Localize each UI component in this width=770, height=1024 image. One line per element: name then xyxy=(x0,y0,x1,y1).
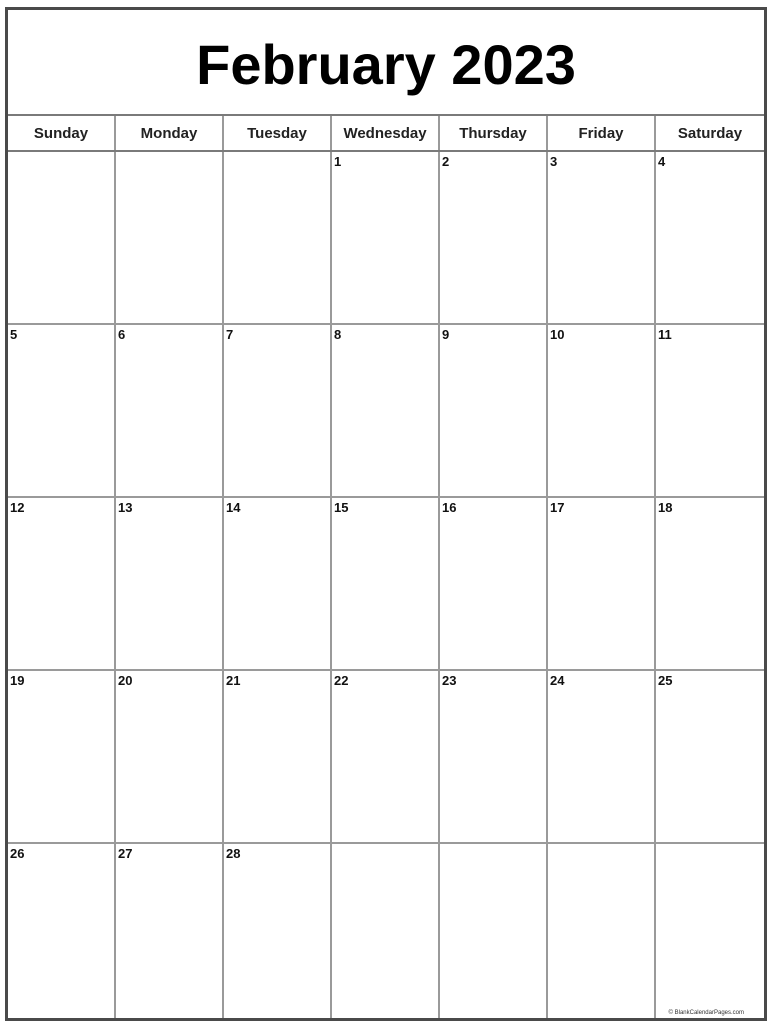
day-number: 14 xyxy=(226,500,241,515)
day-cell xyxy=(8,325,116,496)
day-number: 25 xyxy=(658,673,673,688)
weekday-wednesday: Wednesday xyxy=(332,116,440,150)
day-number: 5 xyxy=(10,327,18,342)
day-cell xyxy=(440,325,548,496)
day-number: 21 xyxy=(226,673,241,688)
day-cell xyxy=(656,152,764,323)
day-cell xyxy=(656,671,764,842)
calendar-title: February 2023 xyxy=(196,32,576,96)
week-row-5 xyxy=(8,844,764,1018)
day-cell xyxy=(656,325,764,496)
day-cell xyxy=(548,844,656,1018)
day-cell xyxy=(8,498,116,669)
day-cell xyxy=(224,498,332,669)
day-cell xyxy=(332,844,440,1018)
week-row-1 xyxy=(8,152,764,325)
calendar-page xyxy=(5,7,767,1021)
day-number: 12 xyxy=(10,500,25,515)
weekday-saturday: Saturday xyxy=(677,124,743,142)
day-cell xyxy=(224,844,332,1018)
weekday-tuesday: Tuesday xyxy=(224,116,332,150)
day-cell xyxy=(656,498,764,669)
week-row-2 xyxy=(8,325,764,498)
day-number: 11 xyxy=(658,327,672,342)
weekday-thursday: Thursday xyxy=(440,116,548,150)
day-cell xyxy=(548,325,656,496)
day-number: 9 xyxy=(442,327,450,342)
day-cell xyxy=(440,671,548,842)
weekday-header-row xyxy=(8,116,764,152)
week-row-4 xyxy=(8,671,764,844)
day-number: 19 xyxy=(10,673,25,688)
day-number: 7 xyxy=(226,327,234,342)
day-cell xyxy=(116,325,224,496)
day-number: 26 xyxy=(10,846,25,861)
weekday-monday: Monday xyxy=(116,116,224,150)
day-cell xyxy=(548,671,656,842)
day-cell xyxy=(440,152,548,323)
day-cell xyxy=(116,152,224,323)
day-number: 2 xyxy=(442,154,450,169)
day-number: 18 xyxy=(658,500,673,515)
day-number: 22 xyxy=(334,673,349,688)
day-cell xyxy=(224,671,332,842)
day-cell xyxy=(8,844,116,1018)
day-cell xyxy=(332,671,440,842)
day-cell xyxy=(116,844,224,1018)
day-cell xyxy=(548,152,656,323)
day-cell xyxy=(116,498,224,669)
day-cell xyxy=(440,844,548,1018)
day-number: 24 xyxy=(550,673,565,688)
week-row-3 xyxy=(8,498,764,671)
day-number: 17 xyxy=(550,500,565,515)
day-cell xyxy=(440,498,548,669)
day-number: 23 xyxy=(442,673,457,688)
weekday-sunday: Sunday xyxy=(8,116,116,150)
day-cell xyxy=(116,671,224,842)
day-number: 8 xyxy=(334,327,342,342)
day-number: 3 xyxy=(550,154,558,169)
day-cell xyxy=(332,152,440,323)
day-number: 16 xyxy=(442,500,457,515)
day-number: 20 xyxy=(118,673,133,688)
day-number: 27 xyxy=(118,846,133,861)
day-number: 1 xyxy=(334,154,342,169)
day-cell xyxy=(8,152,116,323)
day-cell xyxy=(8,671,116,842)
day-number: 13 xyxy=(118,500,133,515)
day-cell xyxy=(656,844,764,1018)
calendar-grid xyxy=(8,152,764,1018)
weekday-friday: Friday xyxy=(548,116,656,150)
day-cell xyxy=(548,498,656,669)
day-number: 6 xyxy=(118,327,126,342)
site-credit: © BlankCalendarPages.com xyxy=(668,1010,744,1016)
title-bar xyxy=(8,10,764,116)
day-cell xyxy=(224,325,332,496)
day-number: 15 xyxy=(334,500,349,515)
day-cell xyxy=(332,498,440,669)
day-number: 10 xyxy=(550,327,565,342)
day-cell xyxy=(332,325,440,496)
day-number: 28 xyxy=(226,846,241,861)
day-number: 4 xyxy=(658,154,666,169)
day-cell xyxy=(224,152,332,323)
